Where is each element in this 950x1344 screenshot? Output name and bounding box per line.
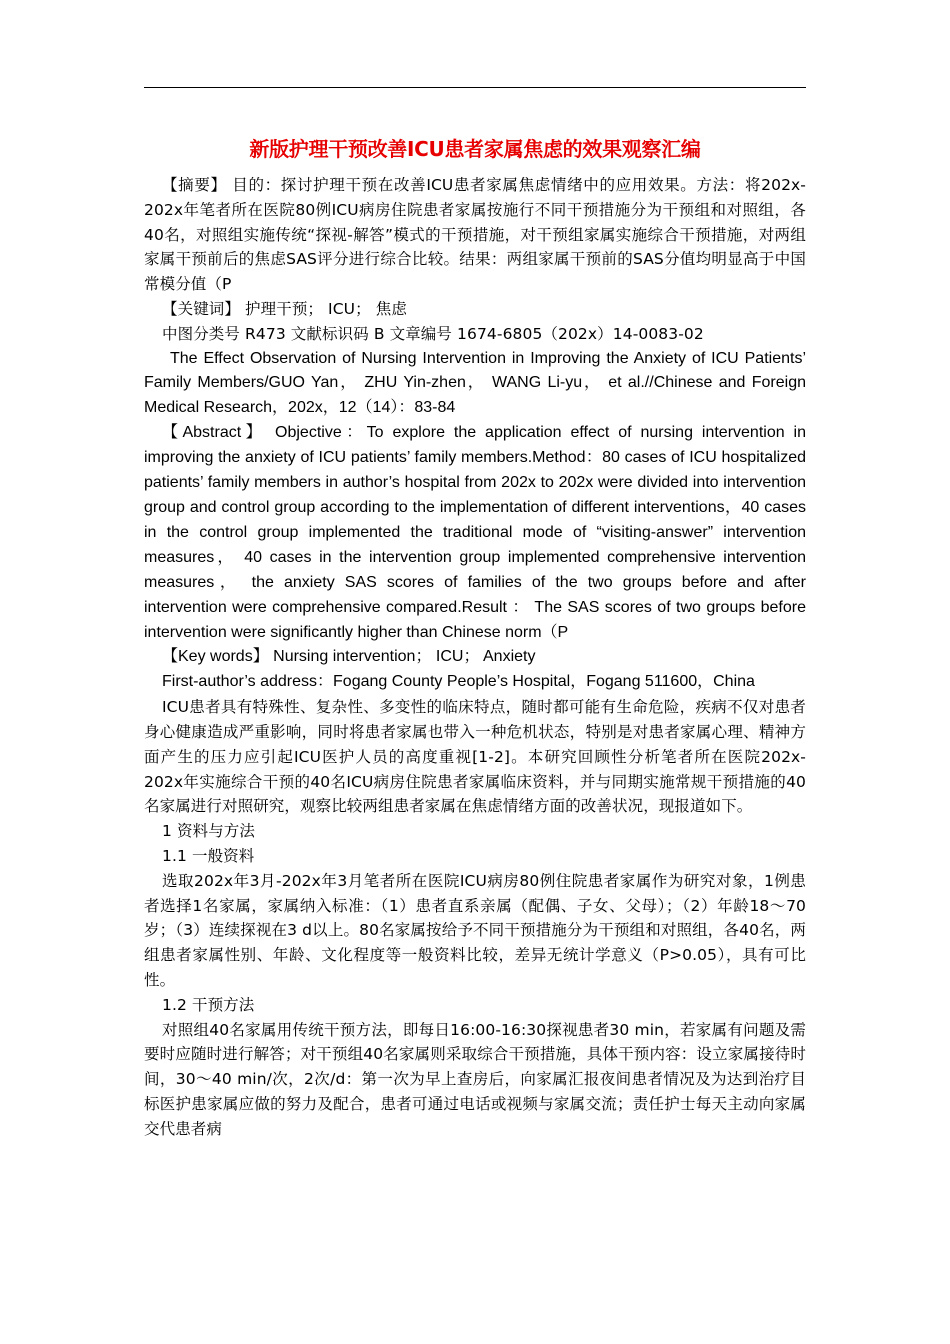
document-title: 新版护理干预改善ICU患者家属焦虑的效果观察汇编 — [249, 137, 701, 161]
paragraph-1-2: 对照组40名家属用传统干预方法，即每日16:00-16:30探视患者30 min，若家属有问题及需要时应随时进行解答；对干预组40名家属则采取综合干预措施，具体干预内容：设立家属接待时间，30～40 min/次，2次/d：第一次为早上查房后，向家属汇报夜间患者情况及为达到治疗目标医护患家属应做的努力及配合，患者可通过电话或视频与家属交流；责任护士每天主动向家属交代患者病 — [144, 1020, 806, 1138]
abstract-cn: 【摘要】 目的：探讨护理干预在改善ICU患者家属焦虑情绪中的应用效果。方法：将202x-202x年笔者所在医院80例ICU病房住院患者家属按施行不同干预措施分为干预组和对照组，各40名，对照组实施传统“探视-解答”模式的干预措施，对干预组家属实施综合干预措施，对两组家属干预前后的焦虑SAS评分进行综合比较。结果：两组家属干预前的SAS分值均明显高于中国常模分值（P — [144, 176, 806, 294]
document-body — [144, 173, 806, 1142]
intro-paragraph: ICU患者具有特殊性、复杂性、多变性的临床特点，随时都可能有生命危险，疾病不仅对患者身心健康造成严重影响，同时将患者家属也带入一种危机状态，特别是对患者家属心理、精神方面产生的压力应引起ICU医护人员的高度重视[1-2]。本研究回顾性分析笔者所在医院202x-202x年实施综合干预的40名ICU病房住院患者家属临床资料，并与同期实施常规干预措施的40名家属进行对照研究，观察比较两组患者家属在焦虑情绪方面的改善状况，现报道如下。 — [144, 698, 806, 816]
section-heading-1-2: 1.2 干预方法 — [162, 995, 255, 1014]
header-rule — [144, 87, 806, 88]
section-heading-1-1: 1.1 一般资料 — [162, 847, 255, 866]
paragraph-1-1: 选取202x年3月-202x年3月笔者所在医院ICU病房80例住院患者家属作为研究对象，1例患者选择1名家属，家属纳入标准：（1）患者直系亲属（配偶、子女、父母）；（2）年龄18～70岁；（3）连续探视在3 d以上。80名家属按给予不同干预措施分为干预组和对照组，各40名，两组患者家属性别、年龄、文化程度等一般资料比较，差异无统计学意义（P>0.05），具有可比性。 — [144, 871, 806, 990]
classification-line: 中图分类号 R473 文献标识码 B 文章编号 1674-6805（202x）14-0083-02 — [162, 324, 704, 343]
keywords-en: 【Key words】 Nursing intervention； ICU； Anxiety — [162, 648, 536, 666]
abstract-en: 【Abstract】 Objective：To explore the application effect of nursing intervention in improving the anxiety of ICU patients’ family members.Method：80 cases of ICU hospitalized patients’ family members in author’s hospital from 202x to 202x were divided into intervention group and control group according to the implementation of different interventions，40 cases in the control group implemented the traditional mode of “visiting-answer” intervention measures， 40 cases in the intervention group implemented comprehensive intervention measures， the anxiety SAS scores of families of the two groups before and after intervention were comprehensive compared.Result ： The SAS scores of two groups before intervention were significantly higher than Chinese norm（P — [144, 424, 807, 641]
keywords-cn: 【关键词】 护理干预； ICU； 焦虑 — [162, 299, 407, 318]
english-title-block: The Effect Observation of Nursing Intervention in Improving the Anxiety of ICU Patients’ Family Members/GUO Yan， ZHU Yin-zhen， WANG Li-yu， et al.//Chinese and Foreign Medical Research，202x，12（14）：83-84 — [144, 349, 806, 417]
section-heading-1: 1 资料与方法 — [162, 822, 255, 841]
author-address: First-author’s address：Fogang County People’s Hospital，Fogang 511600，China — [162, 673, 755, 691]
